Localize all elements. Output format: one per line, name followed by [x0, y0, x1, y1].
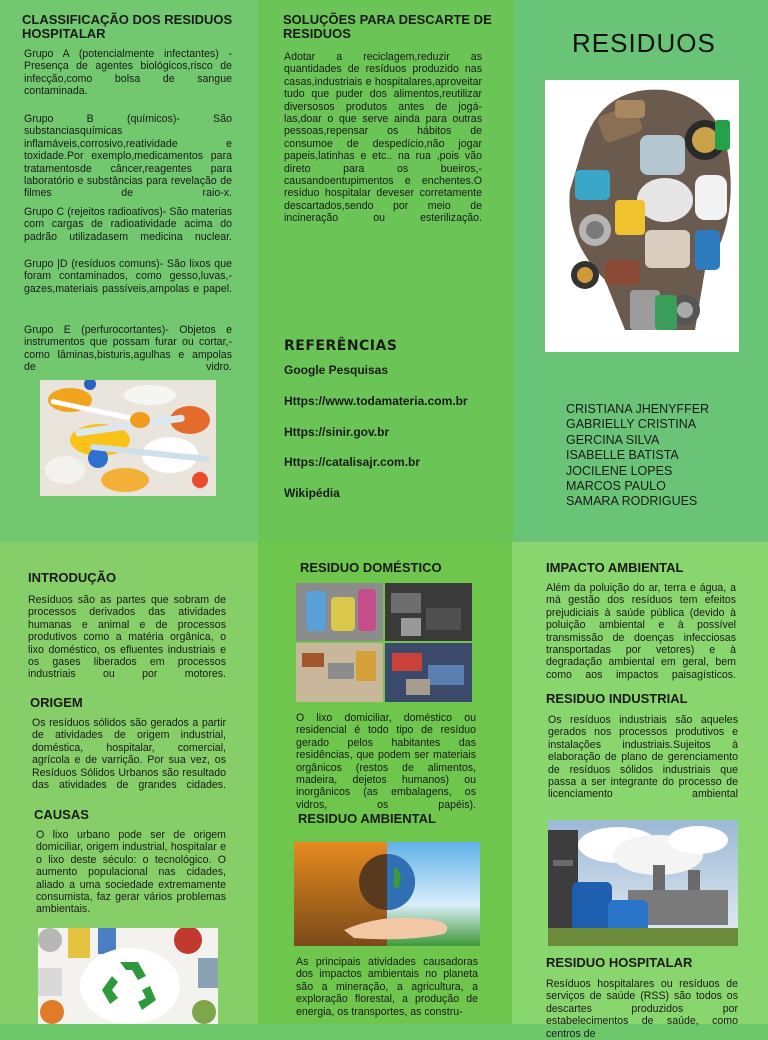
syringes-image — [40, 380, 216, 496]
grupo-e-text: Grupo E (perfurocortantes)- Objetos e instrumentos que possam furar ou cortar,-como lâminas,bisturis,agulhas e ampolas de vidro. — [24, 324, 232, 374]
ambiental-heading: RESIDUO AMBIENTAL — [298, 811, 436, 826]
ambiental-text: As principais atividades causadoras dos impactos ambientais no planeta são a mineração, a agricultura, a exploração florestal, a produção de energia, os transportes, as constru- — [296, 956, 478, 1018]
industrial-text: Os resíduos industriais são aqueles gerados nos processos produtivos e instalações industriais.Sujeitos à elaboração de plano de gerenciamento de resíduos sólidos industriais que passa a ser integrante do processo de licenciamento ambiental — [548, 714, 738, 801]
ref-item: Google Pesquisas — [284, 363, 389, 377]
domestico-heading: RESIDUO DOMÉSTICO — [300, 560, 442, 575]
introducao-heading: INTRODUÇÃO — [28, 570, 117, 585]
recycling-image — [38, 928, 218, 1024]
industrial-heading: RESIDUO INDUSTRIAL — [546, 691, 688, 706]
author-name: GABRIELLY CRISTINA — [566, 417, 697, 432]
causas-text: O lixo urbano pode ser de origem domiciliar, origem industrial, hospitalar e o lixo deste século: o tecnológico. O aumento populacional nas cidades, aliado a uma sociedade extremamente consumista, faz gerar vários problemas ambientais. — [36, 829, 226, 916]
author-name: SAMARA RODRIGUES — [566, 494, 698, 509]
classificacao-heading: CLASSIFICAÇÃO DOS RESIDUOS HOSPITALAR — [22, 12, 233, 41]
grupo-b-text: Grupo B (químicos)- São substanciasquímicas inflamáveis,corrosivo,reatividade e toxidade.Por exemplo,medicamentos para tratamentosde câncer,reagentes para laboratório e substâncias para revelação de filmes de raio-x. — [24, 113, 232, 200]
solucoes-text: Adotar a reciclagem,reduzir as quantidades de resíduos produzido nas casas,industriais e hospitalares,aproveitar tudo que puder dos alimentos,reutilizar diversosos produtos antes de jogá-las,doar o que serve ainda para outras pessoas,repensar os hábitos de consumoe de despedício,não jogar papeis,latinhas e etc.. na rua ,pois vão direto para os bueiros,-causandoentupimentos e enchentes.O resíduo hospitalar deveser corretamente descartados,sendo por meio de incineração ou esterilização. — [284, 51, 482, 225]
author-name: ISABELLE BATISTA — [566, 448, 679, 463]
solucoes-heading: SOLUÇÕES PARA DESCARTE DE RESIDUOS — [283, 12, 492, 41]
author-name: GERCINA SILVA — [566, 432, 660, 447]
grupo-c-text: Grupo C (rejeitos radioativos)- São materias com cargas de radioatividade acima do padrão utilizadasem medicina nuclear. — [24, 206, 232, 243]
origem-heading: ORIGEM — [30, 695, 83, 710]
domestico-text: O lixo domiciliar, doméstico ou residencial é todo tipo de resíduo gerado pelos habitantes das residências, que podem ser materiais orgânicos (restos de alimentos, madeira, dejetos humanos) ou inorgânicos (as embalagens, os vidros, os papéis). — [296, 712, 476, 811]
industrial-plant-image — [548, 820, 738, 946]
household-waste-collage — [296, 583, 472, 702]
cover-title: RESIDUOS — [572, 28, 716, 58]
hospitalar-text: Resíduos hospitalares ou resíduos de serviços de saúde (RSS) são todos os descartes produzidos por estabelecimentos de saúde, como centros de — [546, 978, 738, 1040]
ref-item: Https://sinir.gov.br — [284, 425, 390, 439]
author-name: JOCILENE LOPES — [566, 463, 673, 478]
introducao-text: Resíduos são as partes que sobram de processos derivados das atividades humanas e animal e de processos produtivos como a matéria orgânica, o lixo doméstico, os efluentes industriais e os gases liberados em processos industriais ou por motores. — [28, 594, 226, 681]
ref-item: Wikipédia — [284, 486, 340, 500]
authors-list — [566, 402, 709, 510]
ref-item: Https://catalisajr.com.br — [284, 455, 421, 469]
author-name: CRISTIANA JHENYFFER — [566, 402, 710, 416]
hospitalar-heading: RESIDUO HOSPITALAR — [546, 955, 693, 970]
ref-item: Https://www.todamateria.com.br — [284, 394, 468, 408]
referencias-heading: REFERÊNCIAS — [284, 338, 398, 354]
environment-hand-globe-image — [294, 842, 480, 946]
impacto-text: Além da poluição do ar, terra e água, a má gestão dos resíduos tem efeitos prejudiciais à saúde pública (devido à poluição ambiental e à possível transmissão de doenças infecciosas transportadas por vetores) e à degradação ambiental em geral, bem como aos impactos paisagísticos. — [546, 582, 736, 681]
grupo-a-text: Grupo A (potencialmente infectantes) - Presença de agentes biológicos,risco de infecção,como bolsa de sangue contaminada. — [24, 48, 232, 98]
impacto-heading: IMPACTO AMBIENTAL — [546, 560, 684, 575]
origem-text: Os resíduos sólidos são gerados a partir de atividades de origem industrial, doméstica, hospitalar, comercial, agrícola e de varrição. Por sua vez, os Resíduos Sólidos Urbanos são resultado das atividades de grandes cidades. — [32, 717, 226, 792]
grupo-d-text: Grupo |D (resíduos comuns)- São lixos que foram contaminados, como gesso,luvas,-gazes,materiais passíveis,ampolas e papel. — [24, 258, 232, 295]
causas-heading: CAUSAS — [34, 807, 89, 822]
waste-head-image — [545, 80, 739, 352]
author-name: MARCOS PAULO — [566, 479, 666, 494]
